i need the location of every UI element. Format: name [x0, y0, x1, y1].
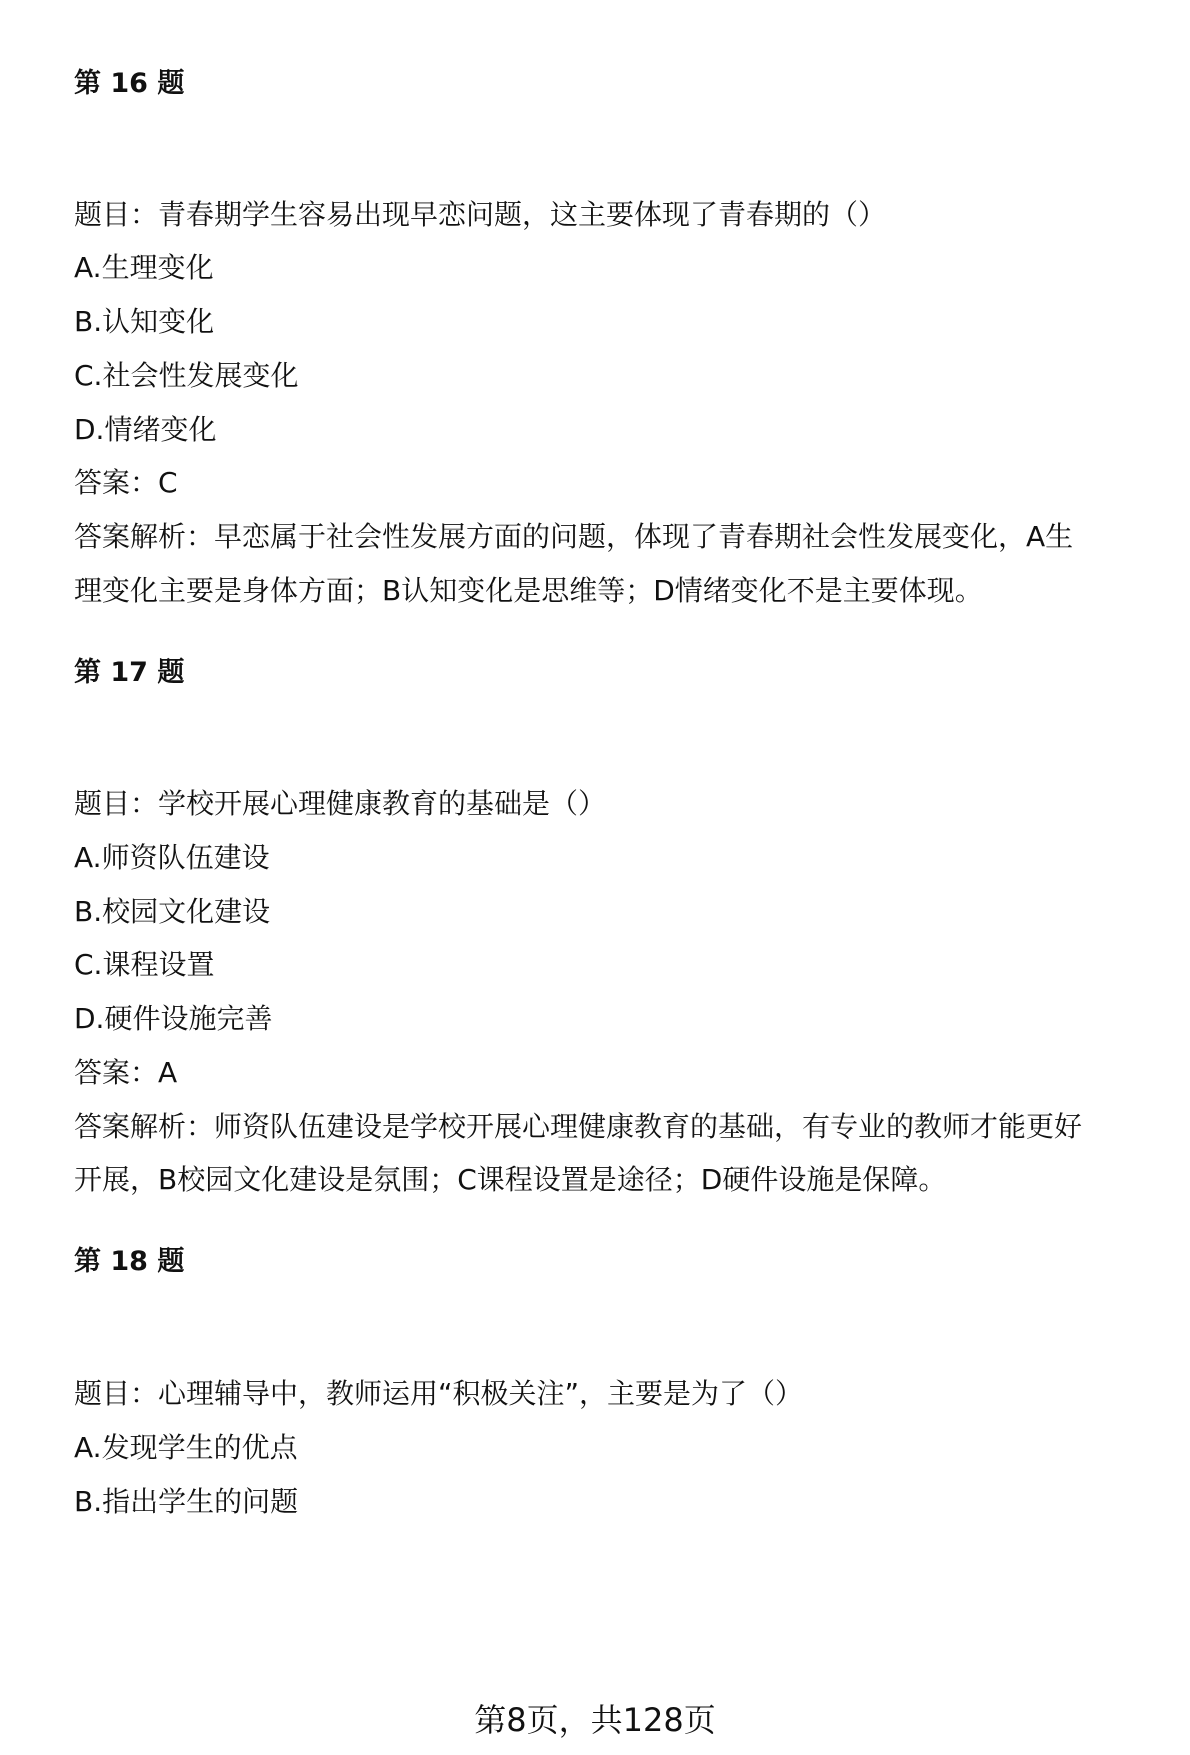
question-16-option-c: C.社会性发展变化 — [74, 359, 299, 392]
question-17-explanation-line-2: 开展，B校园文化建设是氛围；C课程设置是途径；D硬件设施是保障。 — [74, 1163, 947, 1196]
question-18-heading: 第 18 题 — [74, 1246, 185, 1277]
question-17-heading: 第 17 题 — [74, 657, 185, 688]
question-17-option-b: B.校园文化建设 — [74, 895, 271, 928]
question-17-explanation-line-1: 答案解析：师资队伍建设是学校开展心理健康教育的基础，有专业的教师才能更好 — [74, 1110, 1083, 1143]
question-17-option-a: A.师资队伍建设 — [74, 841, 270, 874]
question-17-stem: 题目：学校开展心理健康教育的基础是（） — [74, 787, 607, 820]
page-number-footer: 第8页，共128页 — [474, 1701, 716, 1739]
question-17-answer: 答案：A — [74, 1056, 178, 1089]
question-17-option-c: C.课程设置 — [74, 948, 215, 981]
question-18-option-a: A.发现学生的优点 — [74, 1431, 298, 1464]
question-16-explanation-line-1: 答案解析：早恋属于社会性发展方面的问题，体现了青春期社会性发展变化，A生 — [74, 520, 1074, 553]
question-18-stem: 题目：心理辅导中，教师运用“积极关注”，主要是为了（） — [74, 1377, 804, 1410]
question-16-answer: 答案：C — [74, 466, 178, 499]
question-16-option-b: B.认知变化 — [74, 305, 215, 338]
question-16-heading: 第 16 题 — [74, 68, 185, 99]
question-16-option-d: D.情绪变化 — [74, 413, 217, 446]
question-16-option-a: A.生理变化 — [74, 251, 214, 284]
question-18-option-b: B.指出学生的问题 — [74, 1485, 299, 1518]
question-16-explanation-line-2: 理变化主要是身体方面；B认知变化是思维等；D情绪变化不是主要体现。 — [74, 574, 983, 607]
question-17-option-d: D.硬件设施完善 — [74, 1002, 273, 1035]
question-16-stem: 题目：青春期学生容易出现早恋问题，这主要体现了青春期的（） — [74, 198, 887, 231]
